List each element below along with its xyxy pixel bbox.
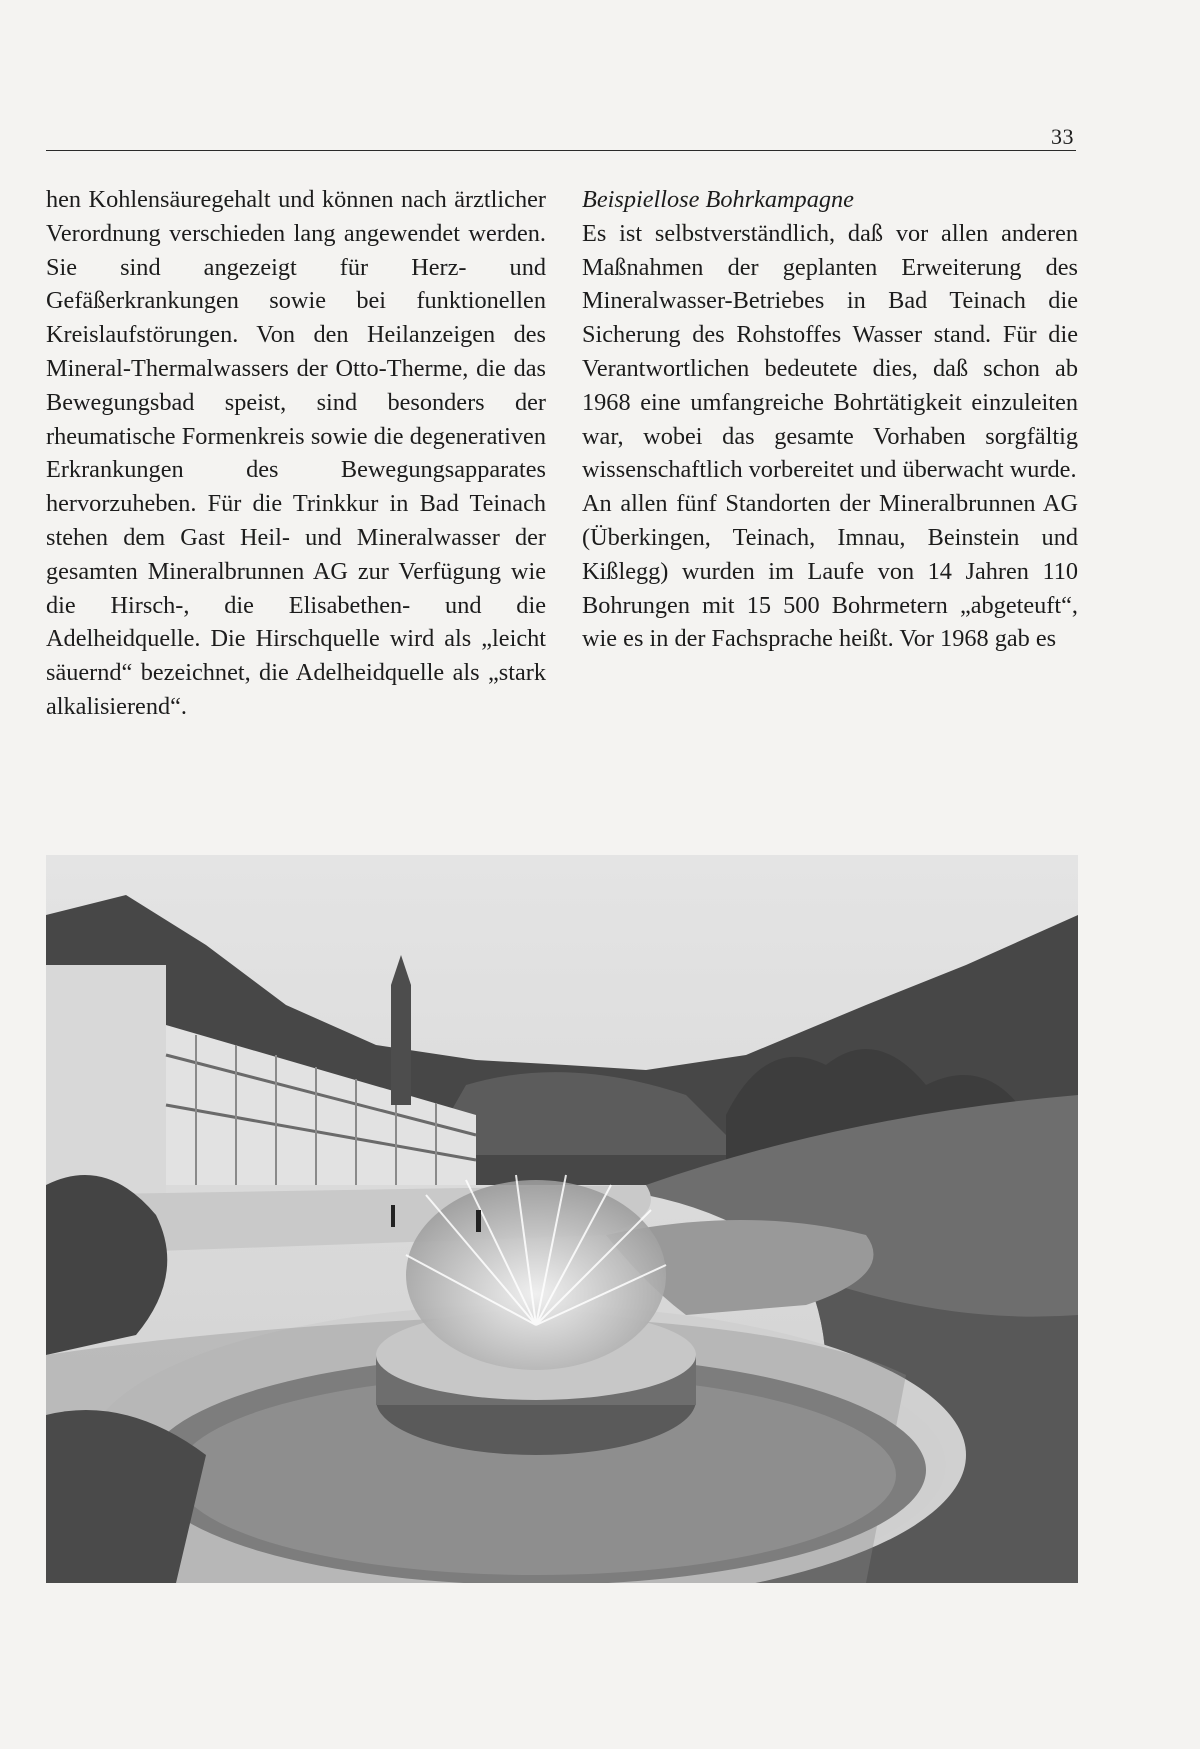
left-column — [46, 183, 546, 724]
right-column — [582, 183, 1078, 656]
right-paragraph-2: An allen fünf Standorten der Mineralbrunnen AG (Überkingen, Teinach, Imnau, Beinstein und Kißlegg) wurden im Laufe von 14 Jahren 110 Bohrungen mit 15 500 Bohrmetern „abgeteuft“, wie es in der Fachsprache heißt. Vor 1968 gab es — [582, 490, 1078, 653]
fountain-photo-illustration — [46, 855, 1078, 1583]
section-heading: Beispiellose Bohrkampagne — [582, 186, 854, 213]
header-rule — [46, 150, 1076, 151]
fountain-photo — [46, 855, 1078, 1583]
right-paragraph-1: Es ist selbstverständlich, daß vor allen anderen Maßnahmen der geplanten Erweiterung des Mineralwasser-Betriebes in Bad Teinach die Sicherung des Rohstoffes Wasser stand. Für die Verantwortlichen bedeutete dies, daß schon ab 1968 eine umfangreiche Bohrtätigkeit einzuleiten war, wobei das gesamte Vorhaben sorgfältig wissenschaftlich vorbereitet und überwacht wurde. — [582, 219, 1078, 484]
left-column-text: hen Kohlensäuregehalt und können nach ärztlicher Verordnung verschieden lang angewendet werden. Sie sind angezeigt für Herz- und Gefäßerkrankungen sowie bei funktionellen Kreislaufstörungen. Von den Heilanzeigen des Mineral-Thermalwassers der Otto-Therme, die das Bewegungsbad speist, sind besonders der rheumatische Formenkreis sowie die degenerativen Erkrankungen des Bewegungsapparates hervorzuheben. Für die Trinkkur in Bad Teinach stehen dem Gast Heil- und Mineralwasser der gesamten Mineralbrunnen AG zur Verfügung wie die Hirsch-, die Elisabethen- und die Adelheidquelle. Die Hirschquelle wird als „leicht säuernd“ bezeichnet, die Adelheidquelle als „stark alkalisierend“. — [46, 186, 546, 720]
page-number: 33 — [1051, 124, 1074, 149]
